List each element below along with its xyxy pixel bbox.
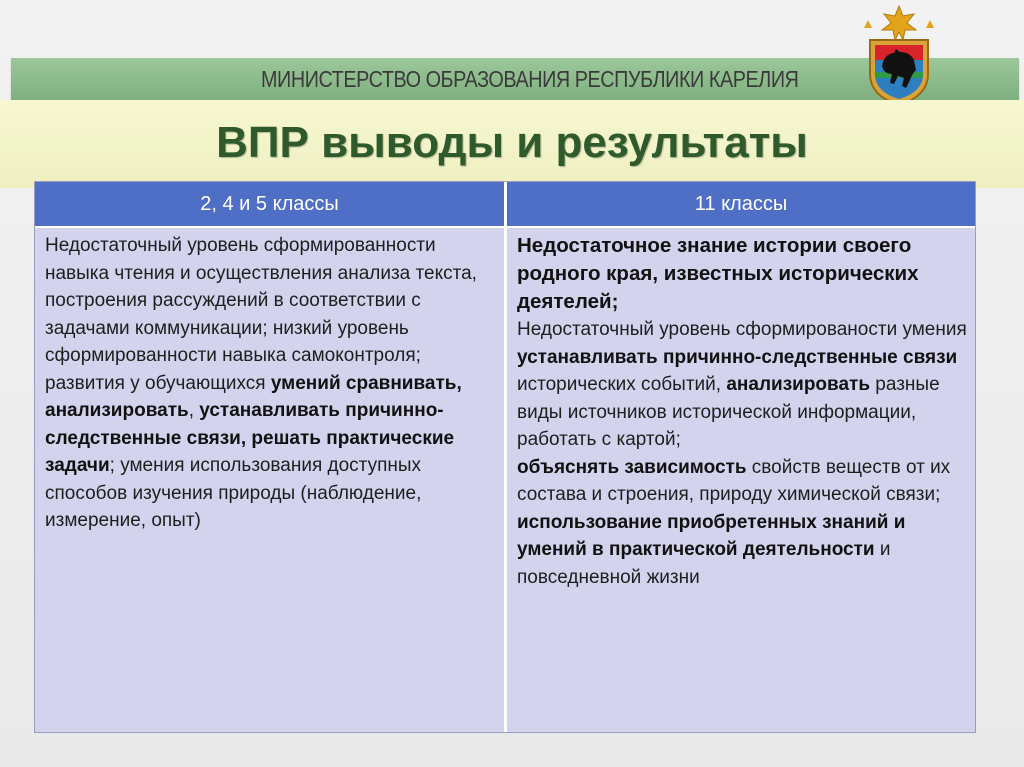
page-title: ВПР выводы и результаты bbox=[216, 118, 808, 167]
text: ; умения использования доступных способов изучения природы (наблюдение, измерение, опыт) bbox=[45, 455, 422, 531]
bold-text: устанавливать причинно-следственные связи, решать практические задачи bbox=[45, 400, 455, 476]
text: свойств веществ от их состава и строения, природу химической связи; bbox=[517, 456, 951, 505]
text: и повседневной жизни bbox=[517, 539, 891, 588]
cell-grade-11 bbox=[517, 232, 967, 591]
lead-statement: Недостаточное знание истории своего родного края, известных исторических деятелей; bbox=[517, 234, 919, 313]
text: разные виды источников исторической информации, работать с картой; bbox=[517, 374, 940, 450]
bold-text: объяснять зависимость bbox=[517, 456, 747, 478]
bold-text: умений сравнивать, анализировать bbox=[45, 372, 462, 421]
results-table bbox=[34, 181, 976, 733]
column-header-grades-2-4-5: 2, 4 и 5 классы bbox=[35, 182, 504, 228]
paragraph bbox=[517, 509, 967, 592]
paragraph bbox=[517, 454, 967, 509]
column-divider bbox=[504, 182, 507, 732]
text: Недостаточный уровень сформированости умения bbox=[517, 319, 967, 340]
bold-text: использование приобретенных знаний и умений в практической деятельности bbox=[517, 511, 906, 560]
paragraph bbox=[517, 316, 967, 454]
bold-text: устанавливать причинно-следственные связи bbox=[517, 346, 958, 368]
text: , bbox=[188, 400, 200, 421]
column-header-grade-11: 11 классы bbox=[507, 182, 975, 228]
ministry-name: МИНИСТЕРСТВО ОБРАЗОВАНИЯ РЕСПУБЛИКИ КАРЕЛИЯ bbox=[261, 66, 799, 92]
text: исторических событий, bbox=[517, 374, 727, 395]
text: Недостаточный уровень сформированности навыка чтения и осуществления анализа текста, построения рассуждений в соответствии с задачами коммуникации; низкий уровень сформированности навыка самоконтроля; развития у обучающихся bbox=[45, 235, 477, 394]
bold-text: анализировать bbox=[726, 374, 871, 395]
karelia-coat-of-arms-icon bbox=[860, 4, 938, 108]
cell-grades-2-4-5 bbox=[45, 232, 497, 535]
